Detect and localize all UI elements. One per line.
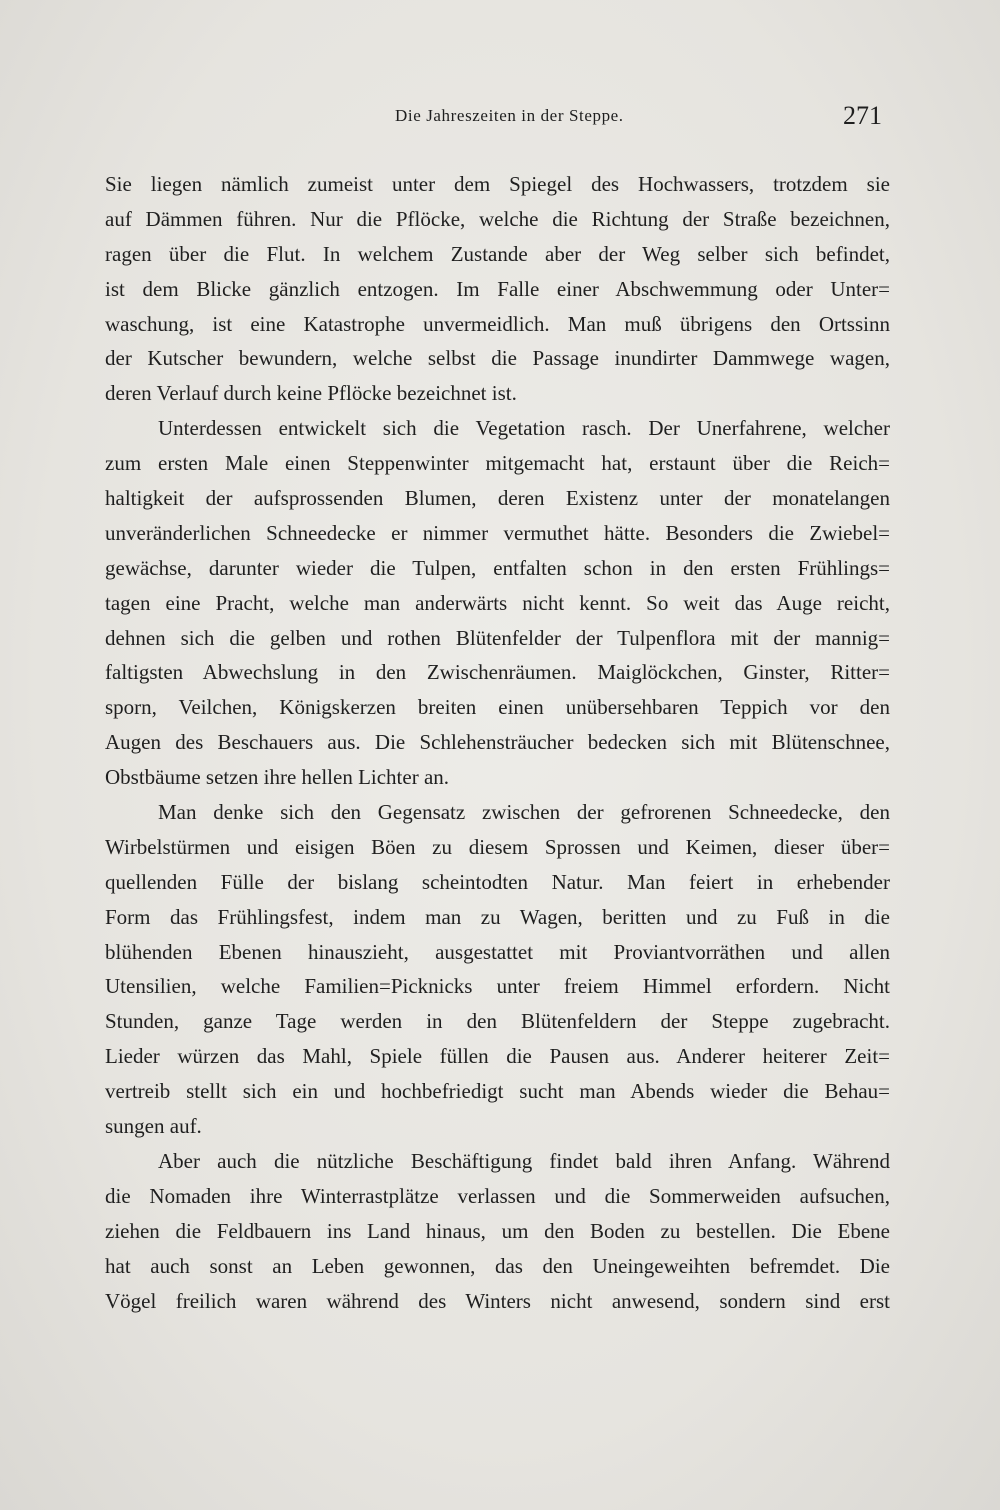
text-line: der Kutscher bewundern, welche selbst die Passage inundirter Dammwege wagen, <box>105 346 890 371</box>
text-line: Form das Frühlingsfest, indem man zu Wagen, beritten und zu Fuß in die <box>105 904 890 929</box>
text-line: faltigsten Abwechslung in den Zwischenräumen. Maiglöckchen, Ginster, Ritter= <box>105 660 890 685</box>
text-line: Wirbelstürmen und eisigen Böen zu diesem Sprossen und Keimen, dieser über= <box>105 834 890 859</box>
text-line: auf Dämmen führen. Nur die Pflöcke, welche die Richtung der Straße bezeichnen, <box>105 206 890 231</box>
text-line: haltigkeit der aufsprossenden Blumen, deren Existenz unter der monatelangen <box>105 486 890 511</box>
text-line: gewächse, darunter wieder die Tulpen, entfalten schon in den ersten Frühlings= <box>105 555 890 580</box>
text-line: Aber auch die nützliche Beschäftigung findet bald ihren Anfang. Während <box>158 1148 890 1173</box>
paragraph-spring-festival <box>105 795 890 1144</box>
paragraph-continued <box>105 167 890 411</box>
text-line: die Nomaden ihre Winterrastplätze verlassen und die Sommerweiden aufsuchen, <box>105 1183 890 1208</box>
text-line: tagen eine Pracht, welche man anderwärts nicht kennt. So weit das Auge reicht, <box>105 590 890 615</box>
text-line: deren Verlauf durch keine Pflöcke bezeichnet ist. <box>105 381 517 406</box>
text-line: blühenden Ebenen hinauszieht, ausgestattet mit Proviantvorräthen und allen <box>105 939 890 964</box>
text-line: Man denke sich den Gegensatz zwischen der gefrorenen Schneedecke, den <box>158 800 890 825</box>
text-line: Sie liegen nämlich zumeist unter dem Spiegel des Hochwassers, trotzdem sie <box>105 172 890 196</box>
running-head: Die Jahreszeiten in der Steppe. <box>395 106 624 125</box>
text-line: zum ersten Male einen Steppenwinter mitgemacht hat, erstaunt über die Reich= <box>105 451 890 476</box>
text-line: Augen des Beschauers aus. Die Schlehensträucher bedecken sich mit Blütenschnee, <box>105 730 890 755</box>
paragraph-work <box>105 1144 890 1318</box>
text-line: Unterdessen entwickelt sich die Vegetation rasch. Der Unerfahrene, welcher <box>158 416 890 441</box>
text-line: hat auch sonst an Leben gewonnen, das den Uneingeweihten befremdet. Die <box>105 1253 890 1278</box>
body-text <box>105 167 890 1318</box>
paragraph-vegetation <box>105 411 890 795</box>
text-line: sungen auf. <box>105 1114 202 1139</box>
text-line: Obstbäume setzen ihre hellen Lichter an. <box>105 765 450 790</box>
text-line: quellenden Fülle der bislang scheintodten Natur. Man feiert in erhebender <box>105 869 890 894</box>
text-line: sporn, Veilchen, Königskerzen breiten einen unübersehbaren Teppich vor den <box>105 695 890 720</box>
page-number: 271 <box>843 101 882 130</box>
text-line: Utensilien, welche Familien=Picknicks unter freiem Himmel erfordern. Nicht <box>105 974 890 999</box>
text-line: vertreib stellt sich ein und hochbefriedigt sucht man Abends wieder die Behau= <box>105 1079 890 1104</box>
text-line: unveränderlichen Schneedecke er nimmer vermuthet hätte. Besonders die Zwiebel= <box>105 520 890 545</box>
text-line: dehnen sich die gelben und rothen Blütenfelder der Tulpenflora mit der mannig= <box>105 625 890 650</box>
text-line: Stunden, ganze Tage werden in den Blütenfeldern der Steppe zugebracht. <box>105 1009 890 1034</box>
text-line: ziehen die Feldbauern ins Land hinaus, um den Boden zu bestellen. Die Ebene <box>105 1218 890 1243</box>
text-line: Lieder würzen das Mahl, Spiele füllen die Pausen aus. Anderer heiterer Zeit= <box>105 1044 890 1069</box>
text-line: ist dem Blicke gänzlich entzogen. Im Falle einer Abschwemmung oder Unter= <box>105 276 890 301</box>
text-line: Vögel freilich waren während des Winters nicht anwesend, sondern sind erst <box>105 1288 890 1313</box>
text-line: waschung, ist eine Katastrophe unvermeidlich. Man muß übrigens den Ortssinn <box>105 311 890 336</box>
text-line: ragen über die Flut. In welchem Zustande aber der Weg selber sich befindet, <box>105 241 890 266</box>
